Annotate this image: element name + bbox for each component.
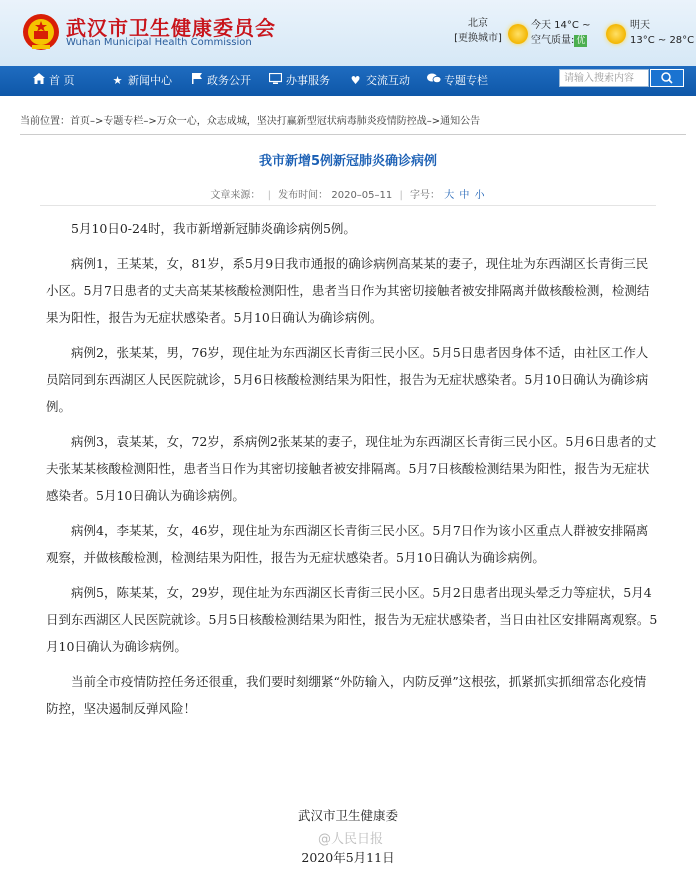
tomorrow-temperature: 13°C ~ 28°C	[630, 35, 695, 46]
separator: |	[399, 190, 403, 201]
city-widget	[450, 16, 506, 46]
monitor-icon	[269, 66, 282, 96]
nav-item-government[interactable]	[190, 66, 251, 96]
sun-weather-icon	[508, 24, 528, 44]
article-paragraph: 病例2，张某某，男，76岁，现住址为东西湖区长青街三民小区。5月5日患者因身体不适，由社区工作人员陪同到东西湖区人民医院就诊，5月6日核酸检测结果为阳性，报告为无症状感染者。5月10日确认为确诊病例。	[46, 345, 649, 414]
article-paragraph: 病例5，陈某某，女，29岁，现住址为东西湖区长青街三民小区。5月2日患者出现头晕乏力等症状，5月4日到东西湖区人民医院就诊。5月5日核酸检测结果为阳性，报告为无症状感染者，当日由社区安排隔离观察。5月10日确认为确诊病例。	[46, 585, 658, 654]
article-body	[46, 215, 658, 730]
nav-item-news[interactable]	[111, 66, 172, 96]
font-size-small[interactable]: 小	[474, 190, 485, 201]
article-title: 我市新增5例新冠肺炎确诊病例	[258, 154, 438, 169]
article-paragraph: 病例1，王某某，女，81岁，系5月9日我市通报的确诊病例高某某的妻子，现住址为东西湖区长青街三民小区。5月7日患者的丈夫高某某核酸检测阳性，患者当日作为其密切接触者被安排隔离并做核酸检测，检测结果为阳性，报告为无症状感染者。5月10日确认为确诊病例。	[46, 256, 650, 325]
font-size-medium[interactable]: 中	[459, 190, 470, 201]
nav-item-label: 专题专栏	[444, 74, 488, 87]
article-paragraph: 病例3，袁某某，女，72岁，系病例2张某某的妻子，现住址为东西湖区长青街三民小区。5月6日患者的丈夫张某某核酸检测阳性，患者当日作为其密切接触者被安排隔离。5月7日核酸检测结果为阳性，报告为无症状感染者。5月10日确认为确诊病例。	[46, 434, 657, 503]
search-button[interactable]	[650, 69, 684, 87]
breadcrumb-label: 当前位置：	[20, 116, 70, 127]
star-icon: ★	[112, 74, 123, 87]
nav-item-services[interactable]	[269, 66, 330, 96]
font-size-label: 字号：	[410, 190, 441, 201]
today-weather	[531, 18, 590, 48]
nav-item-label: 新闻中心	[128, 74, 172, 87]
published-label: 发布时间：	[278, 190, 329, 201]
breadcrumb	[20, 111, 686, 133]
site-logo-subtitle: Wuhan Municipal Health Commission	[66, 37, 252, 48]
article-meta	[0, 186, 696, 201]
article-paragraph: 病例4，李某某，女，46岁，现住址为东西湖区长青街三民小区。5月7日作为该小区重点人群被安排隔离观察，并做核酸检测，检测结果为阳性，报告为无症状感染者。5月10日确认为确诊病例。	[46, 523, 649, 565]
home-icon	[32, 66, 45, 96]
nav-item-home[interactable]	[32, 66, 75, 96]
tomorrow-weather	[630, 18, 694, 48]
city-name: 北京	[468, 18, 488, 29]
heart-icon: ♥	[350, 74, 361, 87]
search-icon	[651, 70, 683, 86]
tomorrow-label: 明天	[630, 20, 650, 31]
sun-weather-icon	[606, 24, 626, 44]
nav-item-interaction[interactable]	[349, 66, 410, 96]
signature-org: 武汉市卫生健康委	[297, 808, 398, 823]
breadcrumb-path[interactable]: 首页–>专题专栏–>万众一心，众志成城，坚决打赢新型冠状病毒肺炎疫情防控战–>通知公告	[70, 116, 481, 127]
air-quality-badge: 优	[576, 36, 586, 46]
site-logo-title[interactable]: 武汉市卫生健康委员会	[66, 16, 276, 40]
article-paragraph: 5月10日0-24时，我市新增新冠肺炎确诊病例5例。	[71, 221, 356, 236]
chat-icon	[427, 66, 440, 96]
article-paragraph: 当前全市疫情防控任务还很重，我们要时刻绷紧“外防输入，内防反弹”这根弦，抓紧抓实抓细常态化疫情防控，坚决遏制反弹风险！	[46, 674, 647, 716]
today-temperature: 今天 14°C ~	[531, 20, 591, 31]
separator: |	[267, 190, 271, 201]
air-quality-label: 空气质量:	[531, 35, 575, 46]
watermark-text: @人民日报	[318, 832, 384, 847]
national-emblem-icon	[22, 12, 60, 52]
signature-date: 2020年5月11日	[301, 850, 395, 865]
flag-icon	[190, 66, 203, 96]
divider	[40, 205, 656, 206]
divider	[20, 134, 686, 135]
nav-item-label: 首 页	[49, 74, 75, 87]
nav-item-label: 交流互动	[366, 74, 410, 87]
change-city-link[interactable]: [更换城市]	[454, 33, 502, 44]
site-header	[0, 0, 696, 66]
nav-item-topics[interactable]	[427, 66, 488, 96]
search-input[interactable]: 请输入搜索内容	[559, 69, 649, 87]
nav-item-label: 政务公开	[207, 74, 251, 87]
nav-item-label: 办事服务	[286, 74, 330, 87]
publish-date: 2020–05–11	[331, 190, 393, 201]
source-label: 文章来源：	[210, 190, 261, 201]
font-size-large[interactable]: 大	[444, 190, 455, 201]
